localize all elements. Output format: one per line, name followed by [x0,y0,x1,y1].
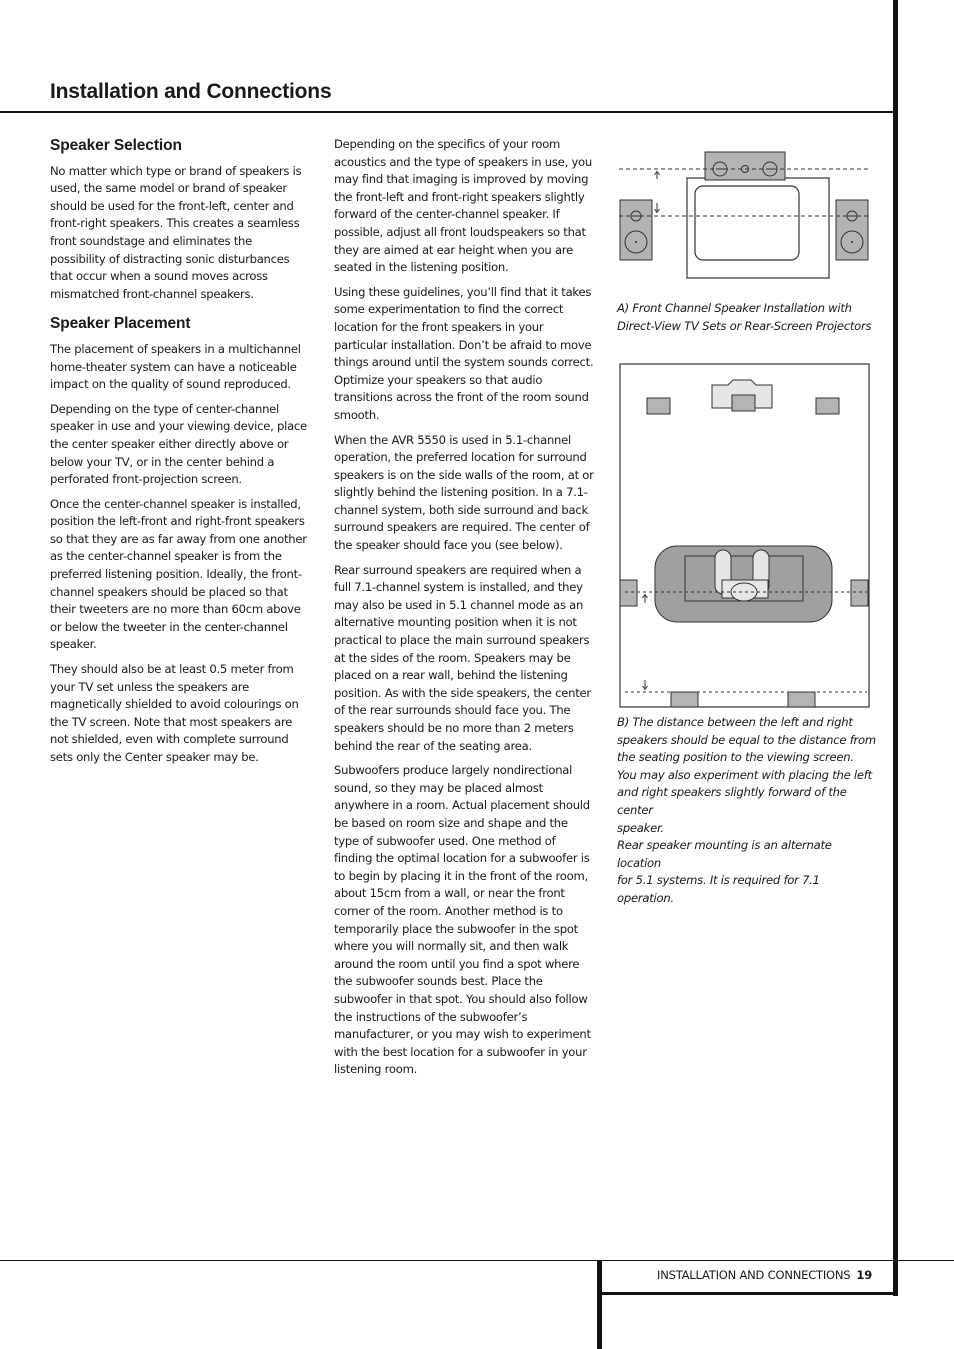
caption-line: speaker. [617,820,664,835]
paragraph: Depending on the specifics of your room acoustics and the type of speakers in use, you may find that imaging is improved by moving the front-left and front-right speakers slightly forward of the center-channel speaker. If possible, adjust all front loudspeakers so that they are aimed at ear height when you are seated in the listening position. [334,137,592,275]
figure-room-layout-diagram [617,362,871,710]
paragraph: Depending on the type of center-channel speaker in use and your viewing device, place the center speaker either directly above or below your TV, or in the center behind a perforated front-projection screen. [50,401,307,487]
footer-running-head [657,1268,872,1282]
paragraph: Rear surround speakers are required when a full 7.1-channel system is installed, and they may also be used in 5.1 channel mode as an alternative mounting position when it is not practical to place the main surround speakers at the sides of the room. Speakers may be placed on a rear wall, behind the listening position. As with the side speakers, the center of the rear surrounds should face you. The speakers should be no more than 2 meters behind the rear of the seating area. [334,562,591,753]
figure-a-caption [617,300,877,335]
rear-surround-left [671,692,698,707]
paragraph: No matter which type or brand of speakers is used, the same model or brand of speaker should be used for the front-left, center and front-right speakers. This creates a seamless front soundstage and eliminates the possibility of distracting sonic disturbances that occur when a sound moves across mismatched front-channel speakers. [50,163,302,301]
paragraph: The placement of speakers in a multichannel home-theater system can have a noticeable impact on the quality of sound reproduced. [50,341,301,392]
caption-line: Direct-View TV Sets or Rear-Screen Projectors [617,318,872,333]
paragraph: They should also be at least 0.5 meter from your TV set unless the speakers are magnetically shielded to avoid colourings on the TV screen. Note that most speakers are not shielded, even with complete surround sets only the Center speaker may be. [50,662,299,764]
caption-line: Rear speaker mounting is an alternate location [617,838,832,870]
figure-b-caption [617,714,879,908]
caption-line: and right speakers slightly forward of the center [617,785,847,817]
caption-line: speakers should be equal to the distance from [617,732,876,747]
heading-speaker-placement: Speaker Placement [50,315,191,333]
caption-line: You may also experiment with placing the left [617,767,872,782]
side-surround-left [620,580,637,606]
page-title: Installation and Connections [50,80,332,103]
paragraph: When the AVR 5550 is used in 5.1-channel operation, the preferred location for surround speakers is on the side walls of the room, at or slightly behind the listening position. In a 7.1-channel system, both side surround and back surround speakers are required. The center of the speaker should face you (see below). [334,432,594,553]
side-surround-right [851,580,868,606]
caption-line: the seating position to the viewing screen. [617,750,854,765]
figure-front-speakers-diagram [617,148,871,280]
paragraph: Using these guidelines, you’ll find that it takes some experimentation to find the correct location for the front speakers in your particular installation. Don’t be afraid to move things around until the system sounds correct. Optimize your speakers so that audio transitions across the front of the room sound smooth. [334,284,594,422]
heading-speaker-selection: Speaker Selection [50,137,182,154]
paragraph: Subwoofers produce largely nondirectional sound, so they may be placed almost anywhere in a room. Actual placement should be based on room size and shape and the type of subwoofer used. One method of finding the optimal location for a subwoofer is to begin by placing it in the front of the room, about 15cm from a wall, or near the front corner of the room. Another method is to temporarily place the subwoofer in the spot where you will normally sit, and then walk around the room until you find a spot where the subwoofer sounds best. Place the subwoofer in that spot. You should also follow the instructions of the subwoofer’s manufacturer, or you may wish to experiment with the best location for a subwoofer in your listening room. [334,763,591,1077]
page-edge-bar [893,0,898,1296]
page-number: 19 [856,1268,873,1282]
title-rule [0,111,896,113]
paragraph: Once the center-channel speaker is installed, position the left-front and right-front speakers so that they are as far away from one another as the center-channel speaker is from the preferred listening position. Ideally, the front-channel speakers should be placed so that their tweeters are no more than 60cm above or below the tweeter in the center-channel speaker. [50,496,307,652]
column-two [334,136,596,1086]
tv-screen [695,186,799,260]
caption-line: B) The distance between the left and right [617,715,853,729]
column-one [50,137,310,774]
front-right-speaker [816,398,839,414]
rear-surround-right [788,692,815,707]
front-left-speaker [647,398,670,414]
caption-line: A) Front Channel Speaker Installation with [617,301,852,315]
footer-horizontal-bar [597,1292,898,1295]
footer-rule [0,1260,954,1261]
caption-line: for 5.1 systems. It is required for 7.1 operation. [617,873,820,905]
center-speaker [732,395,755,411]
footer-vertical-bar [597,1260,602,1349]
footer-section-label: INSTALLATION AND CONNECTIONS [657,1268,851,1282]
room-outline [620,364,869,707]
